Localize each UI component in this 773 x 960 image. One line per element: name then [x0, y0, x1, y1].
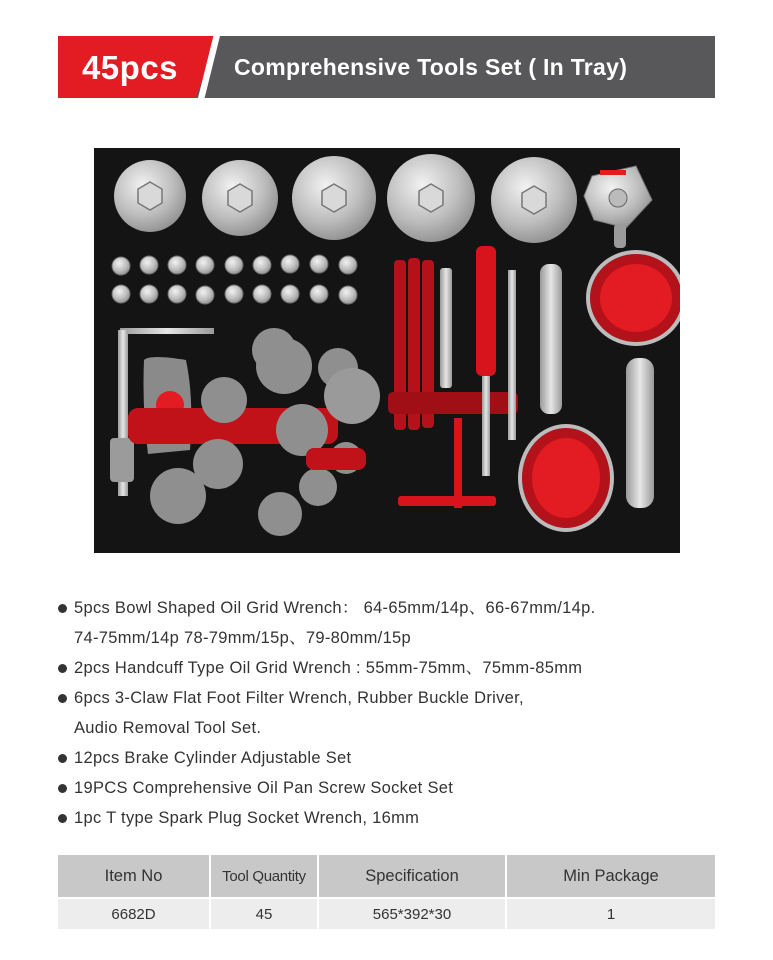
feature-text: 2pcs Handcuff Type Oil Grid Wrench : 55mm-75mm、75mm-85mm: [74, 659, 583, 677]
feature-text: 1pc T type Spark Plug Socket Wrench, 16mm: [74, 809, 420, 827]
header-specification: Specification: [318, 855, 506, 898]
feature-text: Audio Removal Tool Set.: [74, 719, 262, 737]
product-title: Comprehensive Tools Set ( In Tray): [234, 54, 628, 80]
piece-count: 45pcs: [81, 49, 179, 86]
feature-item: [58, 683, 738, 743]
product-image: [94, 148, 680, 553]
feature-item: [58, 803, 738, 833]
feature-item: [58, 653, 738, 683]
table-header-row: [58, 855, 715, 898]
feature-text: 6pcs 3-Claw Flat Foot Filter Wrench, Rubber Buckle Driver,: [74, 689, 524, 707]
header-tool-quantity: Tool Quantity: [210, 855, 318, 898]
feature-item: [58, 593, 738, 653]
feature-text: 19PCS Comprehensive Oil Pan Screw Socket Set: [74, 779, 454, 797]
table-row: [58, 898, 715, 929]
feature-item: [58, 773, 738, 803]
feature-item: [58, 743, 738, 773]
cell-item-no: 6682D: [58, 898, 210, 929]
cell-min-package: 1: [506, 898, 715, 929]
header-min-package: Min Package: [506, 855, 715, 898]
feature-text: 74-75mm/14p 78-79mm/15p、79-80mm/15p: [74, 629, 411, 647]
header-item-no: Item No: [58, 855, 210, 898]
feature-text: 12pcs Brake Cylinder Adjustable Set: [74, 749, 352, 767]
feature-text: 5pcs Bowl Shaped Oil Grid Wrench： 64-65mm/14p、66-67mm/14p.: [74, 599, 596, 617]
cell-specification: 565*392*30: [318, 898, 506, 929]
feature-list: [58, 593, 738, 833]
cell-tool-quantity: 45: [210, 898, 318, 929]
spec-table: [58, 855, 715, 929]
